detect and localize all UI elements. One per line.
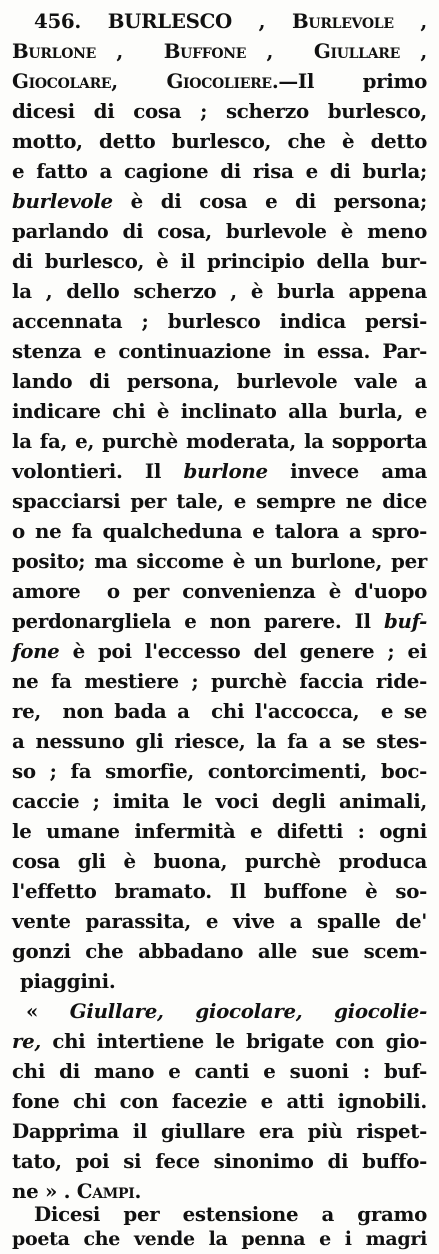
body-line: la , dello scherzo , è burla appena	[12, 279, 427, 303]
entry-synonym: Giocolare	[12, 69, 112, 93]
text-fragment: ne » .	[12, 1179, 71, 1203]
body-line: dicesi di cosa ; scherzo burlesco,	[12, 99, 427, 123]
body-line	[12, 606, 427, 636]
entry-synonym: Burlone	[12, 39, 96, 63]
entry-number: 456.	[34, 9, 81, 33]
entry-synonym: Buffone	[163, 39, 247, 63]
body-line: e fatto a cagione di risa e di burla;	[12, 159, 427, 183]
body-line: cosa gli è buona, purchè produca	[12, 849, 427, 873]
body-line: o ne fa qualcheduna e talora a spro-	[12, 519, 427, 543]
body-line: Dicesi per estensione a gramo	[34, 1202, 427, 1226]
entry-synonym: Giocoliere	[166, 69, 272, 93]
entry-synonym: Burlevole	[291, 9, 394, 33]
body-line: spacciarsi per tale, e sempre ne dice	[12, 489, 427, 513]
quotation-line: Dapprima il giullare era più rispet-	[12, 1119, 427, 1143]
italic-term: buf-	[383, 609, 427, 633]
text-fragment: volontieri. Il	[12, 459, 162, 483]
text-fragment: è di cosa e di persona;	[130, 189, 427, 213]
citation-author: Campi.	[76, 1179, 142, 1203]
body-line: a nessuno gli riesce, la fa a se stes-	[12, 729, 427, 753]
entry-synonym: Giullare	[313, 39, 400, 63]
body-line: stenza e continuazione in essa. Par-	[12, 339, 427, 363]
body-line: di burlesco, è il principio della bur-	[12, 249, 427, 273]
body-line: accennata ; burlesco indica persi-	[12, 309, 427, 333]
entry-synonyms-line: Giocolare, Giocoliere.—Il primo	[12, 69, 427, 93]
quote-mark: «	[26, 999, 70, 1023]
body-line: la fa, e, purchè moderata, la sopporta	[12, 429, 427, 453]
body-line: motto, detto burlesco, che è detto	[12, 129, 427, 153]
text-fragment: invece ama	[290, 459, 428, 483]
italic-term: burlevole	[12, 189, 113, 213]
italic-term: burlone	[183, 459, 268, 483]
italic-term: re,	[12, 1029, 41, 1053]
body-line: lando di persona, burlevole vale a	[12, 369, 427, 393]
quotation-line	[12, 1026, 427, 1056]
body-line: re, non bada a chi l'accocca, e se	[12, 699, 427, 723]
body-line	[12, 456, 427, 486]
body-line: indicare chi è inclinato alla burla, e	[12, 399, 427, 423]
body-line: gonzi che abbadano alle sue scem-	[12, 939, 427, 963]
quotation-line: chi di mano e canti e suoni : buf-	[12, 1059, 427, 1083]
body-line: ne fa mestiere ; purchè faccia ride-	[12, 669, 427, 693]
entry-synonyms-line: Burlone , Buffone , Giullare ,	[12, 39, 427, 63]
quotation-line: tato, poi si fece sinonimo di buffo-	[12, 1149, 427, 1173]
text-fragment: .—Il primo	[271, 69, 427, 93]
text-fragment: è poi l'eccesso del genere ; ei	[72, 639, 427, 663]
body-line: so ; fa smorfie, contorcimenti, boc-	[12, 759, 427, 783]
italic-term: Giullare, giocolare, giocolie-	[69, 999, 427, 1023]
text-fragment: chi intertiene le brigate con gio-	[52, 1029, 428, 1053]
text-fragment: perdonargliela e non parere. Il	[12, 609, 371, 633]
body-line: caccie ; imita le voci degli animali,	[12, 789, 427, 813]
body-line: posito; ma siccome è un burlone, per	[12, 549, 427, 573]
body-line: poeta che vende la penna e i magri	[12, 1228, 427, 1250]
body-line: l'effetto bramato. Il buffone è so-	[12, 879, 427, 903]
italic-term: fone	[12, 639, 60, 663]
entry-headword: BURLESCO	[107, 9, 232, 33]
entry-heading-line: 456. BURLESCO , Burlevole ,	[34, 9, 427, 33]
body-line: piaggini.	[20, 969, 116, 993]
body-line: le umane infermità e difetti : ogni	[12, 819, 427, 843]
body-line	[12, 186, 427, 216]
body-line	[12, 636, 427, 666]
quotation-line	[12, 996, 427, 1026]
quotation-line: fone chi con facezie e atti ignobili.	[12, 1089, 427, 1113]
body-line: vente parassita, e vive a spalle de'	[12, 909, 427, 933]
body-line: parlando di cosa, burlevole è meno	[12, 219, 427, 243]
body-line: amore o per convenienza è d'uopo	[12, 579, 427, 603]
